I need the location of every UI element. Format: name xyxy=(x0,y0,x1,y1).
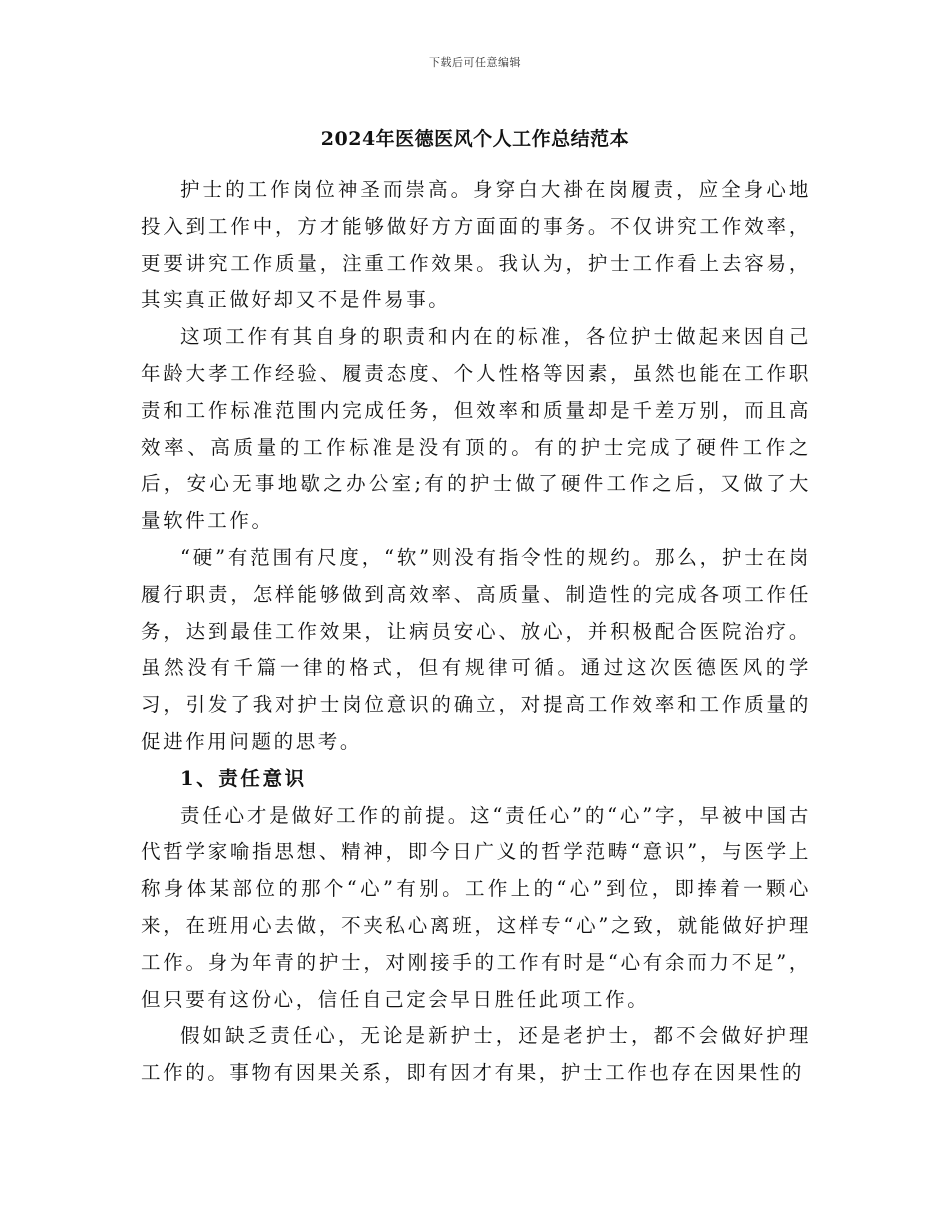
paragraph-2: 这项工作有其自身的职责和内在的标准，各位护士做起来因自己年龄大孝工作经验、履责态度、个人性格等因素，虽然也能在工作职责和工作标准范围内完成任务，但效率和质量却是千差万别，而且高效率、高质量的工作标准是没有顶的。有的护士完成了硬件工作之后，安心无事地歇之办公室;有的护士做了硬件工作之后，又做了大量软件工作。 xyxy=(141,325,811,533)
section-paragraph-1: 责任心才是做好工作的前提。这“责任心”的“心”字，早被中国古代哲学家喻指思想、精神，即今日广义的哲学范畴“意识”，与医学上称身体某部位的那个“心”有别。工作上的“心”到位，即捧着一颗心来，在班用心去做，不夹私心离班，这样专“心”之致，就能做好护理工作。身为年青的护士，对刚接手的工作有时是“心有余而力不足”，但只要有这份心，信任自己定会早日胜任此项工作。 xyxy=(141,803,811,1011)
section-paragraph-2: 假如缺乏责任心，无论是新护士，还是老护士，都不会做好护理工作的。事物有因果关系，即有因才有果，护士工作也存在因果性的 xyxy=(141,1024,811,1085)
paragraph-3: “硬”有范围有尺度，“软”则没有指令性的规约。那么，护士在岗履行职责，怎样能够做到高效率、高质量、制造性的完成各项工作任务，达到最佳工作效果，让病员安心、放心，并积极配合医院治疗。虽然没有千篇一律的格式，但有规律可循。通过这次医德医风的学习，引发了我对护士岗位意识的确立，对提高工作效率和工作质量的促进作用问题的思考。 xyxy=(141,545,811,753)
paragraph-1: 护士的工作岗位神圣而崇高。身穿白大褂在岗履责，应全身心地投入到工作中，方才能够做好方方面面的事务。不仅讲究工作效率，更要讲究工作质量，注重工作效果。我认为，护士工作看上去容易，其实真正做好却又不是件易事。 xyxy=(141,178,811,312)
document-title: 2024年医德医风个人工作总结范本 xyxy=(320,128,630,150)
header-note: 下载后可任意编辑 xyxy=(429,56,521,69)
document-body xyxy=(141,172,811,1092)
section-heading: 1、责任意识 xyxy=(180,766,307,790)
